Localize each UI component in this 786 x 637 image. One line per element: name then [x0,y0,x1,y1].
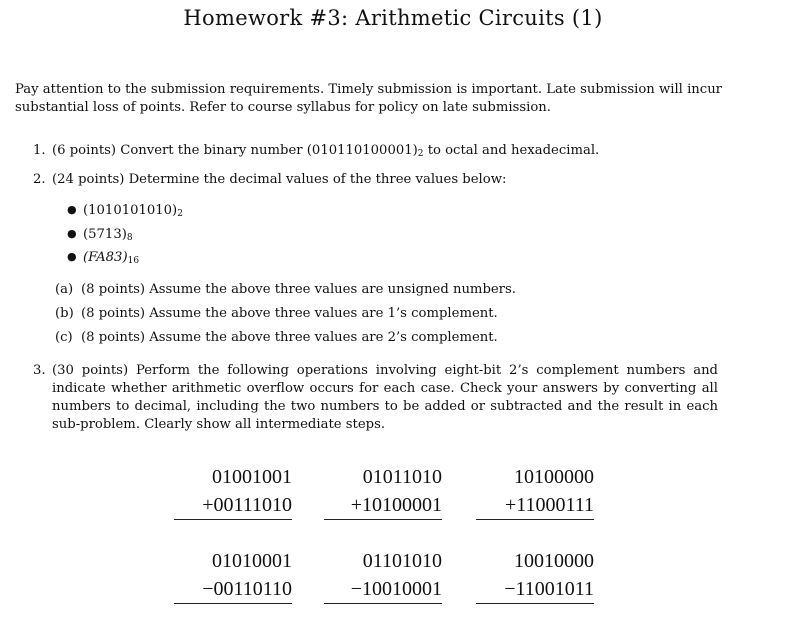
operand-top: 01001001 [212,466,292,488]
bullet-base: 16 [127,256,140,266]
question-2-number: 2. [33,172,46,187]
bullet-icon: ● [67,203,77,216]
operand-top: 01101010 [362,550,442,572]
question-1 [33,142,599,163]
part-label: (b) [55,306,74,321]
question-2-part-b [55,305,498,323]
bullet-base: 8 [126,233,133,243]
subtraction-problem-1 [174,547,292,604]
operand-bottom: −00110110 [174,575,292,604]
operand-bottom: −10010001 [324,575,442,604]
part-label: (a) [55,282,74,297]
part-label: (c) [55,330,73,345]
question-3-number: 3. [33,363,46,378]
addition-problem-1 [174,463,292,520]
bullet-value: (FA83) [83,250,128,265]
bullet-item [67,201,183,223]
bullet-value: (5713) [83,227,127,242]
bullet-icon: ● [67,227,77,240]
question-2-part-a [55,281,516,299]
operand-top: 01011010 [362,466,442,488]
subtraction-problem-2 [324,547,442,604]
question-1-text-end: to octal and hexadecimal. [423,143,600,158]
question-2-text: (24 points) Determine the decimal values of the three values below: [52,172,507,187]
question-2 [33,171,506,189]
question-1-number: 1. [33,143,46,158]
question-2-part-c [55,329,498,347]
addition-problem-3 [476,463,594,520]
bullet-item [67,248,139,270]
addition-problem-2 [324,463,442,520]
operand-bottom: +11000111 [476,491,594,520]
operand-top: 10100000 [514,466,594,488]
bullet-item [67,225,133,247]
part-text: (8 points) Assume the above three values are unsigned numbers. [81,282,516,297]
bullet-value: (1010101010) [83,203,178,218]
page-title: Homework #3: Arithmetic Circuits (1) [183,6,603,30]
question-3-text: (30 points) Perform the following operations involving eight-bit 2’s complement numbers and indicate whether arithmetic overflow occurs for each case. Check your answers by converting all numbers to decimal, including the two numbers to be added or subtracted and the result in each sub-problem. Clearly show all intermediate steps. [52,363,718,432]
part-text: (8 points) Assume the above three values are 1’s complement. [81,306,498,321]
operand-bottom: −11001011 [476,575,594,604]
question-1-text: (6 points) Convert the binary number (010110100001) [52,143,418,158]
question-1-base: 2 [417,149,424,159]
operand-bottom: +00111010 [174,491,292,520]
operand-bottom: +10100001 [324,491,442,520]
subtraction-problem-3 [476,547,594,604]
operand-top: 10010000 [514,550,594,572]
operand-top: 01010001 [212,550,292,572]
bullet-base: 2 [177,209,183,219]
bullet-icon: ● [67,250,77,263]
intro-paragraph: Pay attention to the submission requirements. Timely submission is important. Late submission will incur substantial loss of points. Refer to course syllabus for policy on late submission. [15,82,722,115]
part-text: (8 points) Assume the above three values are 2’s complement. [81,330,498,345]
